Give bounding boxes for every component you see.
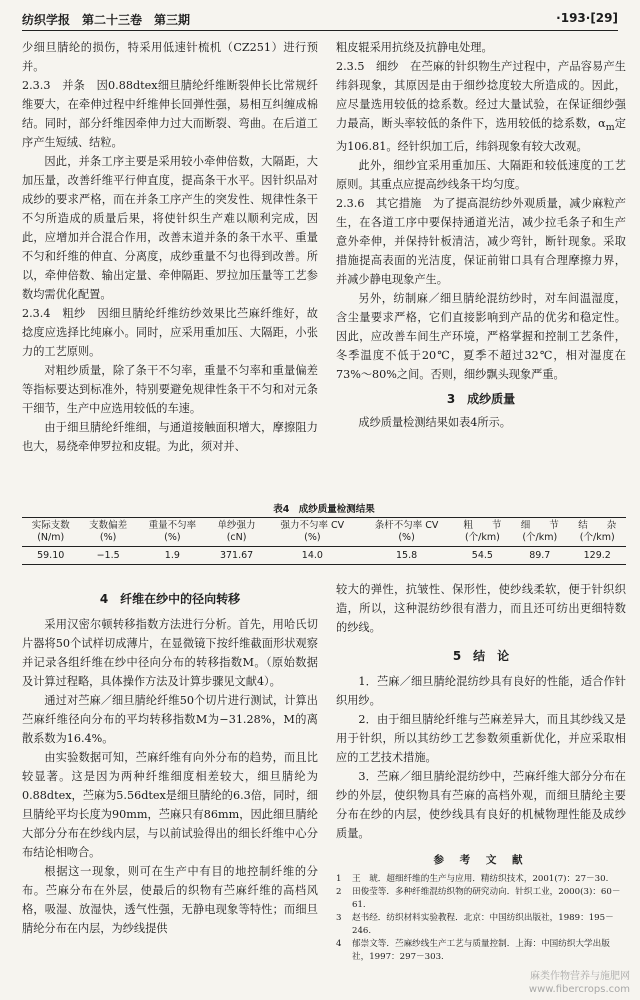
- table-cell: 59.10: [37, 550, 65, 561]
- section-heading-3: 3 成纱质量: [446, 392, 516, 407]
- paragraph: 因0.88dtex细旦腈纶纤维断裂伸长比常规纤维要大，在牵伸过程中纤维伸长回弹性强，易相互纠缠成棉结。同时，部分纤维因牵伸力过大而断裂、弯曲。在后道工序产生短绒、结粒。: [22, 79, 318, 149]
- column-header: [208, 518, 265, 547]
- header-line: 粗 节: [463, 520, 502, 531]
- watermark-text: 麻类作物营养与施肥网: [530, 971, 630, 982]
- column-header: [359, 518, 453, 547]
- reference-number: 1: [336, 874, 342, 884]
- subsection-heading: 2.3.6 其它措施: [336, 197, 422, 211]
- paragraph: 因细旦腈纶纤维纺纱效果比苎麻纤维好，故捻度应选择比纯麻小。同时，应采用重加压、大隔距，小张力的工艺原则。: [22, 307, 318, 358]
- paragraph: 另外，纺制麻／细旦腈纶混纺纱时，对车间温湿度，含尘量要求严格，它们直接影响到产品的优劣和稳定性。因此，应改善车间生产环境，严格掌握和控制工艺条件，冬季温度不低于20℃，夏季不超过32℃，相对湿度在73%～80%之间。否则，细纱飘头现象严重。: [336, 292, 626, 382]
- reference-item: [336, 938, 626, 964]
- reference-list: [336, 873, 626, 964]
- reference-text: 赵书经．纺织材料实验教程．北京：中国纺织出版社，1989：195－246.: [352, 913, 614, 936]
- paragraph: 成纱质量检测结果如表4所示。: [358, 416, 511, 430]
- reference-text: 郁崇文等．苎麻纱线生产工艺与质量控制．上海：中国纺织大学出版社，1997：297－303.: [352, 939, 610, 962]
- paragraph: 在苎麻的针织物生产过程中，产品容易产生纬斜现象，其原因是由于细纱捻度较大所造成的。因此，应尽量选用较低的捻系数。经过大量试验，在保证细纱强力最高，断头率较低的条件下，选用较低的捻系数，α: [336, 60, 626, 130]
- header-line: (cN): [226, 532, 247, 543]
- paragraph: 为了提高混纺纱外观质量，减少麻粒产生，在各道工序中要保持通道光洁，减少拉毛条子和生产意外牵伸，并保持针板清洁，减少弯针，断针现象。采取措施提高表面的光洁度，保证前钳口具有合理摩擦力界，并减少静电现象产生。: [336, 197, 626, 287]
- header-line: 重量不匀率: [148, 520, 197, 531]
- reference-item: [336, 886, 626, 912]
- paragraph: 由于细旦腈纶纤维细，与通道接触面积增大，摩擦阻力也大，易绕牵伸罗拉和皮辊。为此，须对并、: [22, 421, 318, 453]
- reference-item: [336, 912, 626, 938]
- conclusion-3: 3．苎麻／细旦腈纶混纺纱中，苎麻纤维大部分分布在纱的外层，使织物具有苎麻的高档外观，而细旦腈纶主要分布在纱的内层，使纱线具有良好的机械物理性能及成纱质量。: [336, 770, 626, 840]
- paragraph: 由实验数据可知，苎麻纤维有向外分布的趋势，而且比较显著。这是因为两种纤维细度相差较大，细旦腈纶为0.88dtex，苎麻为5.56dtex是细旦腈纶的6.3倍，同时，细旦腈纶平均长度为90mm，苎麻只有86mm，因此细旦腈纶大部分分布在纱线内层，与以前试验得出的细长纤维中心分布结论相吻合。: [22, 751, 318, 859]
- header-line: (%): [304, 532, 321, 543]
- header-line: (%): [99, 532, 117, 543]
- column-header: [22, 518, 79, 547]
- section-heading-4: 4 纤维在纱中的径向转移: [99, 592, 241, 606]
- column-header: [265, 518, 359, 547]
- header-line: (个/km): [464, 532, 500, 543]
- subsection-heading: 2.3.5 细纱: [336, 60, 399, 73]
- conclusion-1: 1．苎麻／细旦腈纶混纺纱具有良好的性能，适合作针织用纱。: [336, 675, 626, 707]
- paragraph-tail: 定为106.81。经针织加工后，纬斜现象有较大改观。: [336, 117, 626, 154]
- table-row: [22, 547, 626, 565]
- header-line: (N/m): [37, 532, 65, 543]
- subscript: m: [605, 122, 615, 134]
- page-number: ·193·[29]: [556, 11, 618, 25]
- table-cell: 89.7: [529, 550, 551, 561]
- reference-text: 田俊莹等．多种纤维混纺织物的研究动向．针织工业，2000(3)：60－61.: [352, 887, 621, 910]
- header-line: (个/km): [522, 532, 558, 543]
- table-cell: 14.0: [301, 550, 323, 561]
- reference-text: 王 琥．超细纤维的生产与应用．精纺织技术，2001(7)：27－30.: [352, 874, 609, 884]
- header-line: 支数偏差: [89, 520, 128, 531]
- table-caption: 表4 成纱质量检测结果: [273, 504, 375, 515]
- journal-title: 纺织学报 第二十三卷 第三期: [22, 13, 191, 27]
- header-line: 强力不匀率 CV: [280, 520, 345, 531]
- quality-table: [22, 517, 626, 565]
- table-4: [22, 503, 626, 565]
- column-header: [511, 518, 568, 547]
- reference-number: 2: [336, 887, 342, 897]
- reference-number: 4: [336, 939, 342, 949]
- table-cell: 15.8: [395, 550, 418, 561]
- left-column-upper: [22, 38, 318, 456]
- table-cell: 1.9: [164, 550, 180, 561]
- paragraph: 粗皮辊采用抗绕及抗静电处理。: [336, 41, 493, 54]
- header-line: 实际支数: [31, 520, 70, 531]
- right-column-upper: [336, 38, 626, 432]
- subsection-heading: 2.3.3 并条: [22, 79, 86, 92]
- subsection-2-3-6: [336, 194, 626, 289]
- left-column-lower: [22, 590, 318, 938]
- paragraph: 少细旦腈纶的损伤，特采用低速针梳机（CZ251）进行预并。: [22, 41, 318, 73]
- running-header: [22, 8, 618, 31]
- header-line: (%): [164, 532, 181, 543]
- right-column-lower: [336, 580, 626, 964]
- paragraph: 因此，并条工序主要是采用较小牵伸倍数，大隔距，大加压量，改善纤维平行伸直度，提高条干水平。因针织品对成纱的要求严格，而在并条工序产生的突发性、规律性条干不匀所造成的质量后果，将使针织生产难以顺利完成，因此，应增加并合混合作用，改善末道并条的条干水平、重量不匀和纤维的伸直、分离度，成纱重量不匀也得到改善。所以，牵伸倍数、输出定量、牵伸隔距、罗拉加压量等工艺参数均需优化配置。: [22, 155, 318, 301]
- watermark: [529, 970, 630, 996]
- subsection-2-3-4: [22, 304, 318, 361]
- subsection-2-3-5: [336, 57, 626, 156]
- paragraph: 较大的弹性，抗皱性、保形性，使纱线柔软，便于针织织造，所以，这种混纺纱很有潜力，而且还可纺出更细特数的纱线。: [336, 583, 626, 634]
- reference-item: [336, 873, 626, 886]
- table-cell: 129.2: [583, 550, 611, 561]
- column-header: [454, 518, 511, 547]
- header-line: 结 杂: [578, 520, 617, 531]
- paragraph: 采用汉密尔顿转移指数方法进行分析。首先，用哈氏切片器将50个试样切成薄片，在显微镜下按纤维截面形状观察并记录各组纤维在纱中径向分布的转移指数M。（原始数据及计算过程略，具体操作方法及计算步骤见文献4）。: [22, 618, 318, 688]
- watermark-url: www.fibercrops.com: [528, 984, 630, 995]
- column-header: [568, 518, 626, 547]
- reference-number: 3: [336, 913, 342, 923]
- paragraph: 对粗纱质量，除了条干不匀率，重量不匀率和重量偏差等指标要达到标准外，特别要避免规律性条干不匀和对元条干细节，生产中应选用较低的车速。: [22, 364, 318, 415]
- references-title: 参 考 文 献: [433, 854, 529, 866]
- header-line: 单纱强力: [217, 520, 256, 531]
- table-header-row: [22, 518, 626, 547]
- table-cell: 371.67: [219, 550, 254, 561]
- paragraph: 根据这一现象，则可在生产中有目的地控制纤维的分布。苎麻分布在外层，使最后的织物有苎麻纤维的高档风格，吸湿、放湿快，透气性强，无静电现象等特性；而细旦腈纶分布在内层，为纱线提供: [22, 865, 318, 935]
- subsection-heading: 2.3.4 粗纱: [22, 307, 86, 320]
- header-line: 条杆不匀率 CV: [374, 520, 439, 531]
- header-line: (%): [398, 532, 415, 543]
- table-cell: 54.5: [471, 550, 493, 561]
- paragraph: 此外，细纱宜采用重加压、大隔距和较低速度的工艺原则。其重点应提高纱线条干均匀度。: [336, 159, 626, 192]
- table-cell: −1.5: [96, 550, 120, 561]
- table-body: [22, 547, 626, 565]
- header-line: 细 节: [520, 520, 559, 531]
- paragraph: 通过对苎麻／细旦腈纶纤维50个切片进行测试，计算出苎麻纤维径向分布的平均转移指数M为−31.28%，M的离散系数为16.4%。: [22, 694, 318, 745]
- column-header: [137, 518, 208, 547]
- section-heading-5: 5 结 论: [452, 649, 510, 663]
- subsection-2-3-3: [22, 76, 318, 152]
- conclusion-2: 2．由于细旦腈纶纤维与苎麻差异大，而且其纱线又是用于针织，所以其纺纱工艺参数须重新优化，并应采取相应的工艺技术措施。: [336, 713, 626, 764]
- header-line: (个/km): [579, 532, 615, 543]
- column-header: [79, 518, 136, 547]
